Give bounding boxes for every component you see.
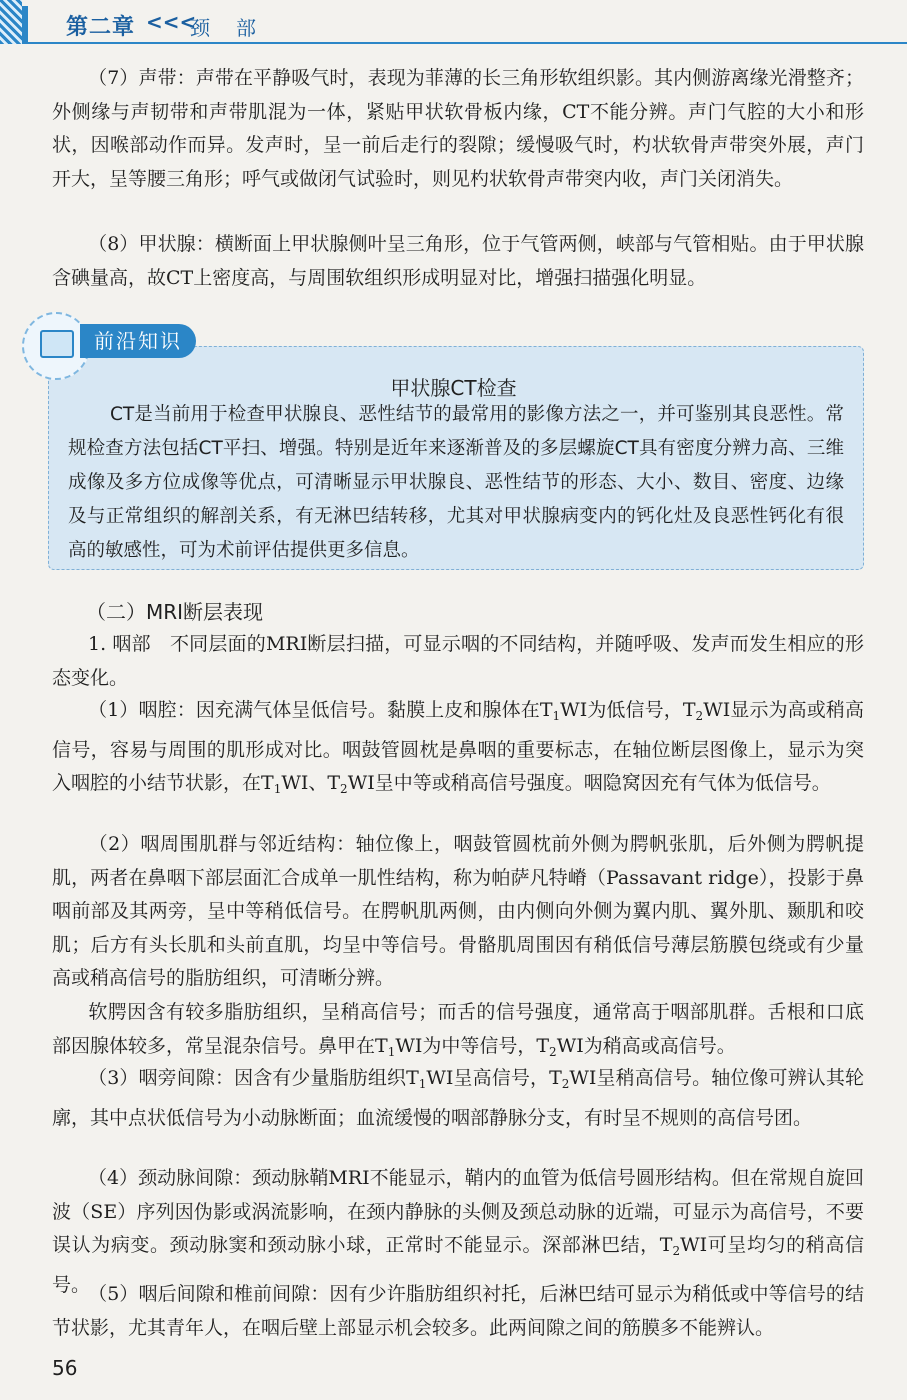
paragraph-pharynx-intro: 1. 咽部 不同层面的MRI断层扫描，可显示咽的不同结构，并随呼吸、发声而发生相应的形态变化。 [52, 633, 864, 689]
paragraph-carotid-space: （4）颈动脉间隙：颈动脉鞘MRI不能显示，鞘内的血管为低信号圆形结构。但在常规自旋回波（SE）序列因伪影或涡流影响，在颈内静脉的头侧及颈总动脉的近端，可显示为高信号，不要误认为病变。颈动脉窦和颈动脉小球，正常时不能显示。深部淋巴结，$T_2WI$可呈均匀的稍高信号。 [52, 1167, 864, 1296]
paragraph-thyroid: （8）甲状腺：横断面上甲状腺侧叶呈三角形，位于气管两侧，峡部与气管相贴。由于甲状腺含碘量高，故CT上密度高，与周围软组织形成明显对比，增强扫描强化明显。 [52, 233, 864, 289]
section-title: 颈部 [190, 16, 282, 40]
header-rule [22, 42, 907, 44]
frontier-body: CT是当前用于检查甲状腺良、恶性结节的最常用的影像方法之一，并可鉴别其良恶性。常规检查方法包括CT平扫、增强。特别是近年来逐渐普及的多层螺旋CT具有密度分辨力高、三维成像及多方位成像等优点，可清晰显示甲状腺良、恶性结节的形态、大小、数目、密度、边缘及与正常组织的解剖关系，有无淋巴结转移，尤其对甲状腺病变内的钙化灶及良恶性钙化有很高的敏感性，可为术前评估提供更多信息。 [68, 404, 844, 561]
paragraph-retropharyngeal: （5）咽后间隙和椎前间隙：因有少许脂肪组织衬托，后淋巴结可显示为稍低或中等信号的结节状影，尤其青年人，在咽后壁上部显示机会较多。此两间隙之间的筋膜多不能辨认。 [52, 1283, 864, 1339]
frontier-title: 甲状腺CT检查 [390, 376, 517, 400]
frontier-tab [22, 312, 222, 360]
chapter-title: 第二章 [66, 15, 136, 40]
paragraph-pharyngeal-cavity: （1）咽腔：因充满气体呈低信号。黏膜上皮和腺体在$T_1WI$为低信号，$T_2WI$显示为高或稍高信号，容易与周围的肌形成对比。咽鼓管圆枕是鼻咽的重要标志，在轴位断层图像上，显示为突入咽腔的小结节状影，在$T_1WI$、$T_2WI$呈中等或稍高信号强度。咽隐窝因充有气体为低信号。 [52, 699, 864, 796]
paragraph-vocal-cord: （7）声带：声带在平静吸气时，表现为菲薄的长三角形软组织影。其内侧游离缘光滑整齐；外侧缘与声韧带和声带肌混为一体，紧贴甲状软骨板内缘，CT不能分辨。声门气腔的大小和形状，因喉部动作而异。发声时，呈一前后走行的裂隙；缓慢吸气时，杓状软骨声带突外展，声门开大，呈等腰三角形；呼气或做闭气试验时，则见杓状软骨声带突内收，声门关闭消失。 [52, 67, 864, 190]
page-number: 56 [52, 1356, 78, 1380]
header-decoration [0, 0, 22, 44]
monitor-icon [40, 330, 74, 358]
header-bar [22, 6, 28, 44]
chevron-icon: <<< [146, 10, 197, 34]
paragraph-soft-palate: 软腭因含有较多脂肪组织，呈稍高信号；而舌的信号强度，通常高于咽部肌群。舌根和口底部因腺体较多，常呈混杂信号。鼻甲在$T_1WI$为中等信号，$T_2WI$为稍高或高信号。 [52, 1001, 864, 1059]
frontier-label: 前沿知识 [80, 324, 196, 358]
paragraph-muscles: （2）咽周围肌群与邻近结构：轴位像上，咽鼓管圆枕前外侧为腭帆张肌，后外侧为腭帆提肌，两者在鼻咽下部层面汇合成单一肌性结构，称为帕萨凡特嵴（Passavant ridge），投影于鼻咽前部及其两旁，呈中等稍低信号。在腭帆肌两侧，由内侧向外侧为翼内肌、翼外肌、颞肌和咬肌；后方有头长肌和头前直肌，均呈中等信号。骨骼肌周围因有稍低信号薄层筋膜包绕或有少量高或稍高信号的脂肪组织，可清晰分辨。 [52, 833, 864, 989]
section-heading: （二）MRI断层表现 [86, 600, 264, 624]
page-header [0, 0, 907, 46]
paragraph-parapharyngeal: （3）咽旁间隙：因含有少量脂肪组织$T_1WI$呈高信号，$T_2WI$呈稍高信号。轴位像可辨认其轮廓，其中点状低信号为小动脉断面；血流缓慢的咽部静脉分支，有时呈不规则的高信号团。 [52, 1067, 864, 1129]
